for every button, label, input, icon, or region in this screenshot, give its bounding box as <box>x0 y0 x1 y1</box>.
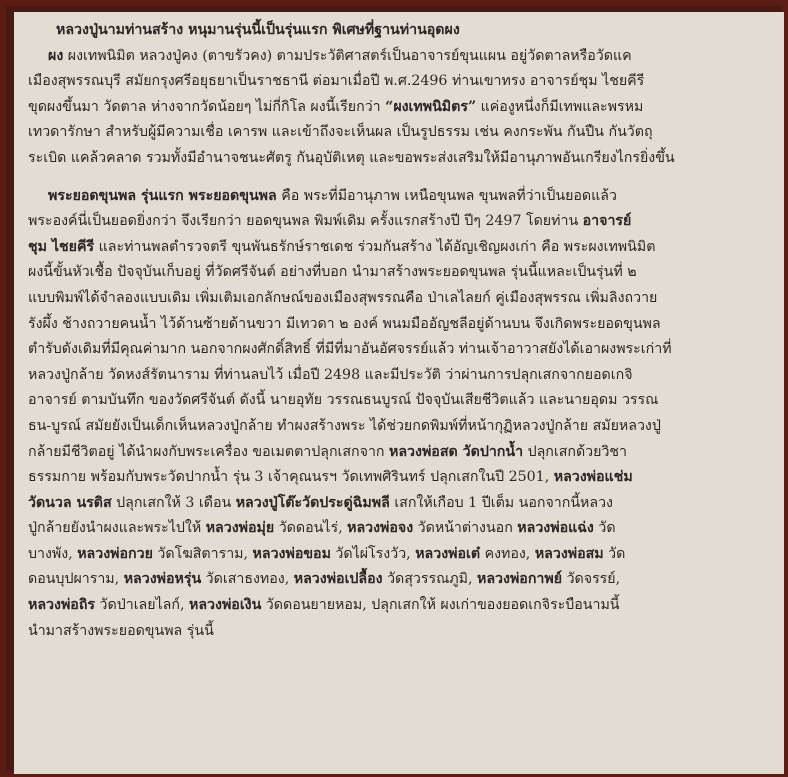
text-segment: แค่องูหนึ่งก็มีเทพและพรหม <box>476 98 644 115</box>
bold-text: หลวงพ่อสด วัดปากน้ำ <box>389 443 524 460</box>
text-line <box>28 184 776 210</box>
bold-text: หลวงพ่อขอม <box>252 545 331 562</box>
text-line <box>28 491 776 517</box>
text-segment: วัดโฆสิตาราม, <box>152 545 253 562</box>
text-line <box>28 260 776 286</box>
text-line <box>28 567 776 593</box>
bold-text: หลวงพ่อเงิน <box>189 597 262 614</box>
text-line <box>28 363 776 389</box>
text-segment: ผงนี้ขั้นหัวเชื้อ ปัจจุบันเก็บอยู่ ที่วัดศรีจันต์ อย่างที่บอก นำมาสร้างพระยอดขุนพล รุ่นนี้แหละเป็นรุ่นที่ ๒ <box>28 264 637 281</box>
text-segment: ระเบิด แคล้วคลาด รวมทั้งมีอำนาจชนะศัตรู กันอุบัติเหตุ และขอพระส่งเสริมให้มีอานุภาพอันเกรียงไกรยิ่งขึ้น <box>28 149 675 166</box>
text-segment: กล้ายมีชีวิตอยู่ ได้นำผงกับพระเครื่อง ขอเมตตาปลุกเสกจาก <box>28 443 390 460</box>
text-line <box>28 593 776 619</box>
text-line <box>28 388 776 414</box>
bold-text: หลวงพ่อจง <box>347 520 414 537</box>
bold-text: ผง <box>48 47 64 64</box>
text-segment: อาจารย์ ตามบันทึก ของวัดศรีจันต์ ดังนี้ นายอุทัย วรรณธนบูรณ์ ปัจจุบันเสียชีวิตแล้ว และนายอุดม วรรณ <box>28 392 659 409</box>
text-line <box>28 542 776 568</box>
text-segment: เมืองสุพรรณบุรี สมัยกรุงศรีอยุธยาเป็นราชธานี ต่อมาเมื่อปี พ.ศ.2496 ท่านเขาทรง อาจารย์ชุม ไชยคีรี <box>28 73 645 90</box>
text-segment: คงทอง, <box>480 545 535 562</box>
text-segment: พระองค์นี่เป็นยอดยิ่งกว่า จึงเรียกว่า ยอดขุนพล พิมพ์เดิม ครั้งแรกสร้างปี ปีๆ 2497 โดยท่าน <box>28 213 583 230</box>
text-segment: เสกให้เกือบ 1 ปีเต็ม นอกจากนี้หลวง <box>389 494 613 511</box>
bold-text: อาจารย์ <box>582 213 632 230</box>
text-line <box>28 312 776 338</box>
text-line <box>28 414 776 440</box>
text-segment: วัด <box>593 520 616 537</box>
bold-text: หลวงพ่อสม <box>534 545 604 562</box>
bold-text: หลวงพ่อเปลื้อง <box>293 571 383 588</box>
text-line <box>28 44 776 70</box>
text-segment: ปลุกเสกให้ 3 เดือน <box>111 494 236 511</box>
paragraph-1 <box>28 44 776 172</box>
paragraph-gap <box>28 172 776 184</box>
bold-text: หลวงพ่อเต๋ <box>415 545 481 562</box>
text-segment: ผงเทพนิมิต หลวงปู่คง (ตาขรัวคง) ตามประวัติศาสตร์เป็นอาจารย์ขุนแผน อยู่วัดตาลหรือวัดแค <box>63 47 632 64</box>
text-segment: ปลุกเสกด้วยวิชา <box>523 443 628 460</box>
text-segment: วัดจรรย์, <box>562 571 621 588</box>
text-line <box>28 146 776 172</box>
text-line <box>28 516 776 542</box>
bold-text: หลวงพ่อแช่ม <box>553 469 633 486</box>
bold-text: หลวงพ่อแฉ่ง <box>517 520 594 537</box>
bold-text: หลวงพ่อถิร <box>28 597 96 614</box>
text-segment: รังผึ้ง ช้างถวายคนน้ำ ไว้ด้านซ้ายด้านขวา มีเทวดา ๒ องค์ พนมมืออัญชลีอยู่ด้านบน จึงเกิดพระยอดขุนพล <box>28 315 661 332</box>
text-segment: คือ พระที่มีอานุภาพ เหนือขุนพล ขุนพลที่ว่าเป็นยอดแล้ว <box>276 187 617 204</box>
text-line <box>28 337 776 363</box>
text-segment: ธรรมกาย พร้อมกับพระวัดปากน้ำ รุ่น 3 เจ้าคุณนรฯ วัดเทพศิรินทร์ ปลุกเสกในปี 2501, <box>28 469 554 486</box>
text-line <box>28 440 776 466</box>
text-segment: วัดหน้าต่างนอก <box>413 520 518 537</box>
text-line <box>28 69 776 95</box>
text-segment: วัด <box>603 545 626 562</box>
text-segment: หลวงปู่กล้าย วัดหงส์รัตนาราม ที่ท่านลบไว้ เมื่อปี 2498 และมีประวัติ ว่าผ่านการปลุกเสกจากยอดเกจิ <box>28 366 633 383</box>
bold-text: พระยอดขุนพล รุ่นแรก พระยอดขุนพล <box>48 187 277 204</box>
text-segment: เทวดารักษา สำหรับผู้มีความเชื่อ เคารพ และเข้าถึงจะเห็นผล เป็นรูปธรรม เช่น คงกระพัน กันปืน กันวัตถุ <box>28 124 653 141</box>
text-segment: ธน-บูรณ์ สมัยยังเป็นเด็กเห็นหลวงปู่กล้าย ทำผงสร้างพระ ได้ช่วยกดพิมพ์ที่หน้ากุฏิหลวงปู่กล้าย สมัยหลวงปู่ <box>28 417 661 434</box>
bold-text: หลวงพ่อกาพย์ <box>477 571 563 588</box>
text-line <box>28 120 776 146</box>
text-segment: ดอนบุปผาราม, <box>28 571 124 588</box>
text-line <box>28 465 776 491</box>
text-line <box>28 95 776 121</box>
text-segment: นำมาสร้างพระยอดขุนพล รุ่นนี้ <box>28 622 214 639</box>
text-segment: วัดสุวรรณภูมิ, <box>382 571 478 588</box>
text-segment: วัดป่าเลยไลก์, <box>95 597 189 614</box>
text-segment: แบบพิมพ์ได้จำลองแบบเดิม เพิ่มเติมเอกลักษณ์ของเมืองสุพรรณคือ ป่าเลไลยก์ คู่เมืองสุพรรณ เพิ่มลิงถวาย <box>28 289 658 306</box>
text-segment: ปู่กล้ายยังนำผงและพระไปให้ <box>28 520 206 537</box>
text-segment: วัดดอนยายหอม, ปลุกเสกให้ ผงเก่าของยอดเกจิระบือนามนี้ <box>261 597 620 614</box>
text-segment: วัดไผ่โรงวัว, <box>330 545 416 562</box>
text-segment: บางพัง, <box>28 545 78 562</box>
bold-text: หลวงพ่อหรุ่น <box>123 571 202 588</box>
document-page <box>14 12 784 774</box>
text-line <box>28 209 776 235</box>
text-line <box>28 619 776 645</box>
bold-text: หลวงพ่อมุ่ย <box>205 520 275 537</box>
bold-text: วัดนวล นรดิส <box>28 494 112 511</box>
paragraph-2 <box>28 184 776 645</box>
text-segment: วัดเสาธงทอง, <box>201 571 294 588</box>
document-title: หลวงปู่นามท่านสร้าง หนุมานรุ่นนี้เป็นรุ่นแรก พิเศษที่ฐานท่านอุดผง <box>56 22 460 38</box>
text-segment: วัดดอนไร่, <box>274 520 348 537</box>
bold-text: ชุม ไชยคีรี <box>28 238 95 255</box>
bold-text: หลวงพ่อกวย <box>77 545 153 562</box>
text-line <box>28 286 776 312</box>
text-line <box>28 235 776 261</box>
text-segment: ขุดผงขึ้นมา วัดตาล ห่างจากวัดน้อยๆ ไม่กี่กิโล ผงนี้เรียกว่า <box>28 98 386 115</box>
bold-text: “ผงเทพนิมิตร” <box>385 98 477 115</box>
text-segment: ตำรับดังเดิมที่มีคุณค่ามาก นอกจากผงศักดิ์สิทธิ์ ที่มีที่มาอันอัศจรรย์แล้ว ท่านเจ้าอาวาสยังได้เอาผงพระเก่าที่ <box>28 341 672 358</box>
bold-text: หลวงปู่โต๊ะวัดประดู่ฉิมพลี <box>235 494 390 511</box>
text-segment: และท่านพลตำรวจตรี ขุนพันธรักษ์ราชเดช ร่วมกันสร้าง ได้อัญเชิญผงเก่า คือ พระผงเทพนิมิต <box>94 238 656 255</box>
